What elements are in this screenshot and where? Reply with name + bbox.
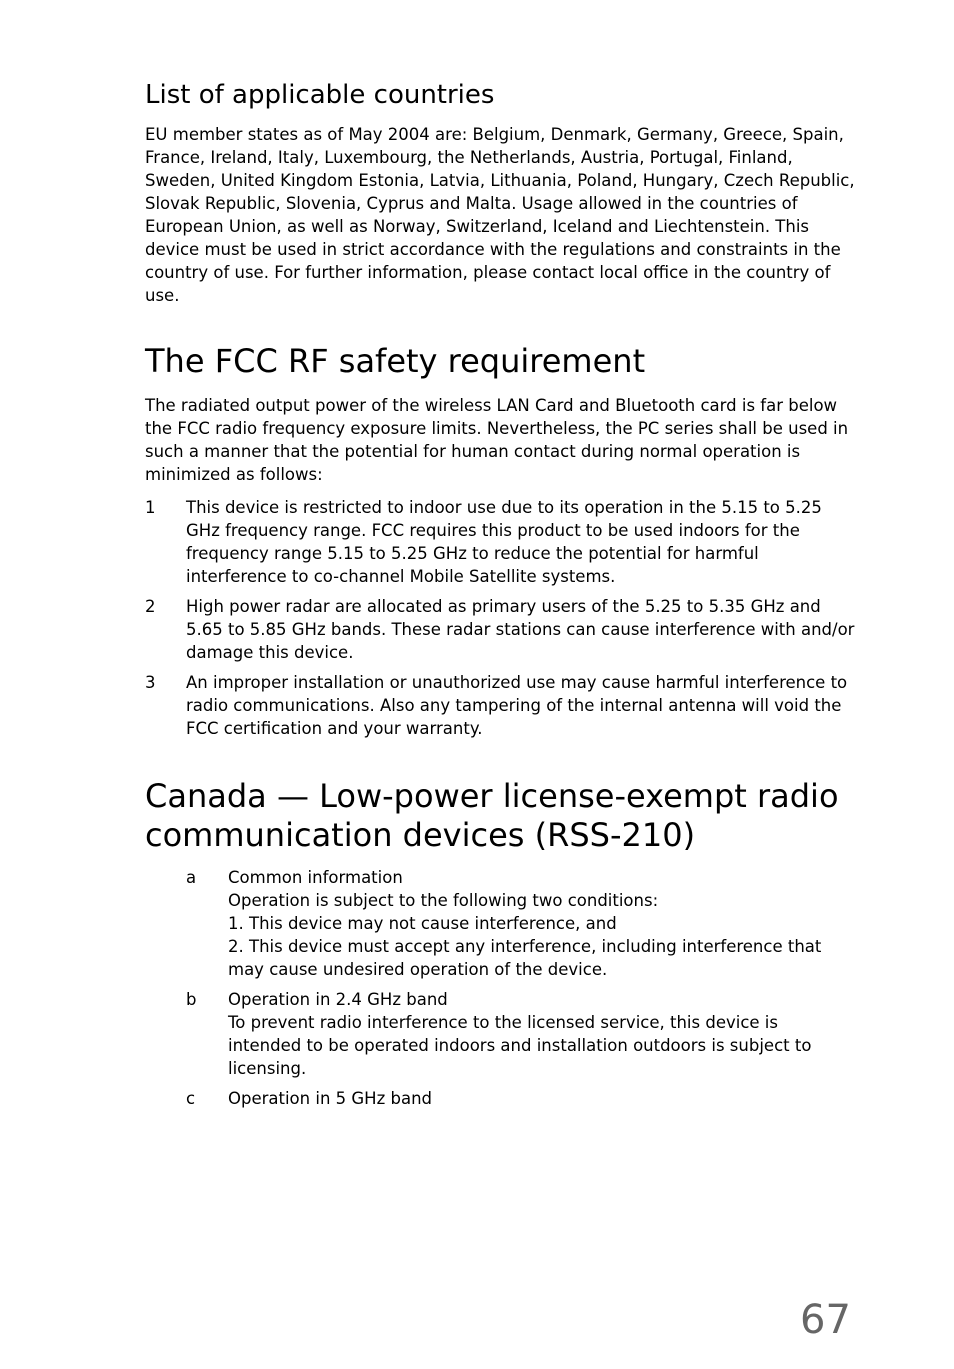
list-item-line: To prevent radio interference to the licensed service, this device is intended to be operated indoors and installation outdoors is subject to licensing. — [228, 1013, 812, 1078]
list-item-heading: Operation in 2.4 GHz band — [228, 990, 448, 1009]
page-number: 67 — [800, 1297, 851, 1343]
list-item-text: High power radar are allocated as primary users of the 5.25 to 5.35 GHz and 5.65 to 5.85 GHz bands. These radar stations can cause interference with and/or damage this device. — [186, 597, 855, 662]
list-item-letter: b — [186, 990, 197, 1009]
section-heading-fcc-rf-safety: The FCC RF safety requirement — [145, 342, 646, 380]
list-item-line: Operation is subject to the following two conditions: — [228, 891, 659, 910]
fcc-requirements-list — [145, 496, 855, 747]
list-item-text: An improper installation or unauthorized use may cause harmful interference to radio communications. Also any tampering of the internal antenna will void the FCC certification and your warranty. — [186, 673, 848, 738]
list-item-heading: Operation in 5 GHz band — [228, 1089, 433, 1108]
list-item-line: 2. This device must accept any interference, including interference that may cause undesired operation of the device. — [228, 937, 822, 979]
list-item — [145, 671, 855, 740]
list-item-number: 3 — [145, 673, 156, 692]
section-heading-applicable-countries: List of applicable countries — [145, 80, 495, 110]
section-heading-canada-rss210: Canada — Low-power license-exempt radio communication devices (RSS-210) — [145, 777, 839, 854]
list-item-heading: Common information — [228, 868, 403, 887]
list-item-letter: c — [186, 1089, 196, 1108]
list-item-number: 1 — [145, 498, 156, 517]
list-item-line: 1. This device may not cause interference, and — [228, 914, 617, 933]
list-item — [145, 595, 855, 664]
list-item — [186, 866, 855, 981]
list-item — [186, 1087, 855, 1110]
list-item-text: This device is restricted to indoor use due to its operation in the 5.15 to 5.25 GHz frequency range. FCC requires this product to be used indoors for the frequency range 5.15 to 5.25 GHz to reduce the potential for harmful interference to co-channel Mobile Satellite systems. — [186, 498, 822, 586]
list-item-number: 2 — [145, 597, 156, 616]
applicable-countries-paragraph: EU member states as of May 2004 are: Belgium, Denmark, Germany, Greece, Spain, France, Ireland, Italy, Luxembourg, the Netherlands, Austria, Portugal, Finland, Sweden, United Kingdom Estonia, Latvia, Lithuania, Poland, Hungary, Czech Republic, Slovak Republic, Slovenia, Cyprus and Malta. Usage allowed in the countries of European Union, as well as Norway, Switzerland, Iceland and Liechtenstein. This device must be used in strict accordance with the regulations and constraints in the country of use. For further information, please contact local office in the country of use. — [145, 125, 855, 305]
list-item — [145, 496, 855, 588]
list-item-letter: a — [186, 868, 197, 887]
list-item — [186, 988, 855, 1080]
canada-conditions-list — [186, 866, 855, 1117]
fcc-intro-paragraph: The radiated output power of the wireless LAN Card and Bluetooth card is far below the FCC radio frequency exposure limits. Nevertheless, the PC series shall be used in such a manner that the potential for human contact during normal operation is minimized as follows: — [145, 396, 849, 484]
